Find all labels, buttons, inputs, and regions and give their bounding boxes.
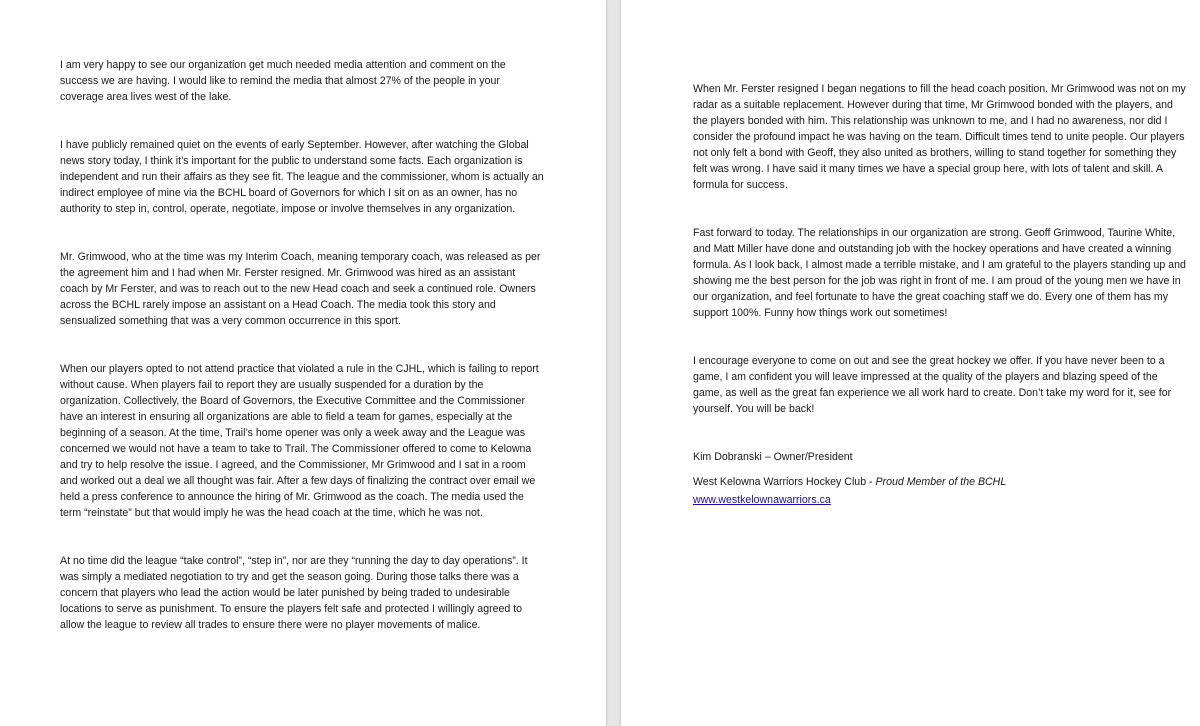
club-name: West Kelowna Warriors Hockey Club - bbox=[693, 476, 876, 488]
paragraph-league-control: At no time did the league “take control”, “step in”, nor are they “running the day to day operations”. It was simply a mediated negotiation to try and get the season going. During those talks there was a concern that players who lead the action would be later punished by being traded to undesirable locations to serve as punishment. To ensure the players felt safe and protected I willingly agreed to allow the league to review all trades to ensure there were no player movements of malice. bbox=[60, 555, 528, 631]
club-line bbox=[693, 474, 1190, 490]
club-tagline: Proud Member of the BCHL bbox=[875, 476, 1007, 488]
paragraph-interim-coach: Mr. Grimwood, who at the time was my Interim Coach, meaning temporary coach, was released as per the agreement him and I had when Mr. Ferster resigned. Mr. Grimwood was hired as an assistant coach by Mr Ferster, and was to reach out to the new Head coach and seek a continued role. Owners across the BCHL rarely impose an assistant on a Head Coach. The media took this story and sensualized something that was a very common occurrence in this sport. bbox=[60, 251, 541, 327]
paragraph-head-coach-search: When Mr. Ferster resigned I began negations to fill the head coach position. Mr Grimwood was not on my radar as a suitable replacement. However during that time, Mr Grimwood bonded with the players, and the players bonded with him. This relationship was unknown to me, and I had no awareness, nor did I consider the profound impact he was having on the team. Difficult times tend to unite people. Our players not only felt a bond with Geoff, they also united as brothers, willing to stand together for something they felt was wrong. I have said it many times we have a special group here, with lots of talent and skill. A formula for success. bbox=[693, 83, 1186, 191]
document-page-right bbox=[621, 0, 1200, 726]
website-link[interactable]: www.westkelownawarriors.ca bbox=[693, 494, 831, 506]
signature-line: Kim Dobranski – Owner/President bbox=[693, 451, 853, 463]
paragraph-media-attention: I am very happy to see our organization get much needed media attention and comment on the success we are having. I would like to remind the media that almost 27% of the people in your coverage area lives west of the lake. bbox=[60, 59, 506, 103]
paragraph-invitation: I encourage everyone to come on out and see the great hockey we offer. If you have never been to a game, I am confident you will leave impressed at the quality of the players and blazing speed of the game, as well as the great fan experience we all work hard to create. Don’t take my word for it, see for yourself. You will be back! bbox=[693, 355, 1172, 415]
paragraph-fast-forward: Fast forward to today. The relationships in our organization are strong. Geoff Grimwood, Taurine White, and Matt Miller have done and outstanding job with the hockey operations and have created a winning formula. As I look back, I almost made a terrible mistake, and I am grateful to the players standing up and showing me the best person for the job was right in front of me. I am proud of the young men we have in our organization, and feel fortunate to have the great coaching staff we do. Every one of them has my support 100%. Funny how things work out sometimes! bbox=[693, 227, 1186, 319]
paragraph-players-practice: When our players opted to not attend practice that violated a rule in the CJHL, which is failing to report without cause. When players fail to report they are usually suspended for a duration by the organization. Collectively, the Board of Governors, the Executive Committee and the Commissioner have an interest in ensuring all organizations are able to field a team for games, especially at the beginning of a season. At the time, Trail’s home opener was only a week away and the League was concerned we would not have a team to take to Trail. The Commissioner offered to come to Kelowna and try to help resolve the issue. I agreed, and the Commissioner, Mr Grimwood and I sat in a room and worked out a deal we all thought was fair. After a few days of finalizing the contract over email we held a press conference to announce the hiring of Mr. Grimwood as the coach. The media used the term “reinstate” but that would imply he was the head coach at the time, which he was not. bbox=[60, 363, 539, 519]
paragraph-events-september: I have publicly remained quiet on the events of early September. However, after watching the Global news story today, I think it’s important for the public to understand some facts. Each organization is independent and run their affairs as they see fit. The league and the commissioner, whom is actually an indirect employee of mine via the BCHL board of Governors for which I sit on as an owner, has no authority to step in, control, operate, negotiate, impose or involve themselves in any organization. bbox=[60, 139, 544, 215]
